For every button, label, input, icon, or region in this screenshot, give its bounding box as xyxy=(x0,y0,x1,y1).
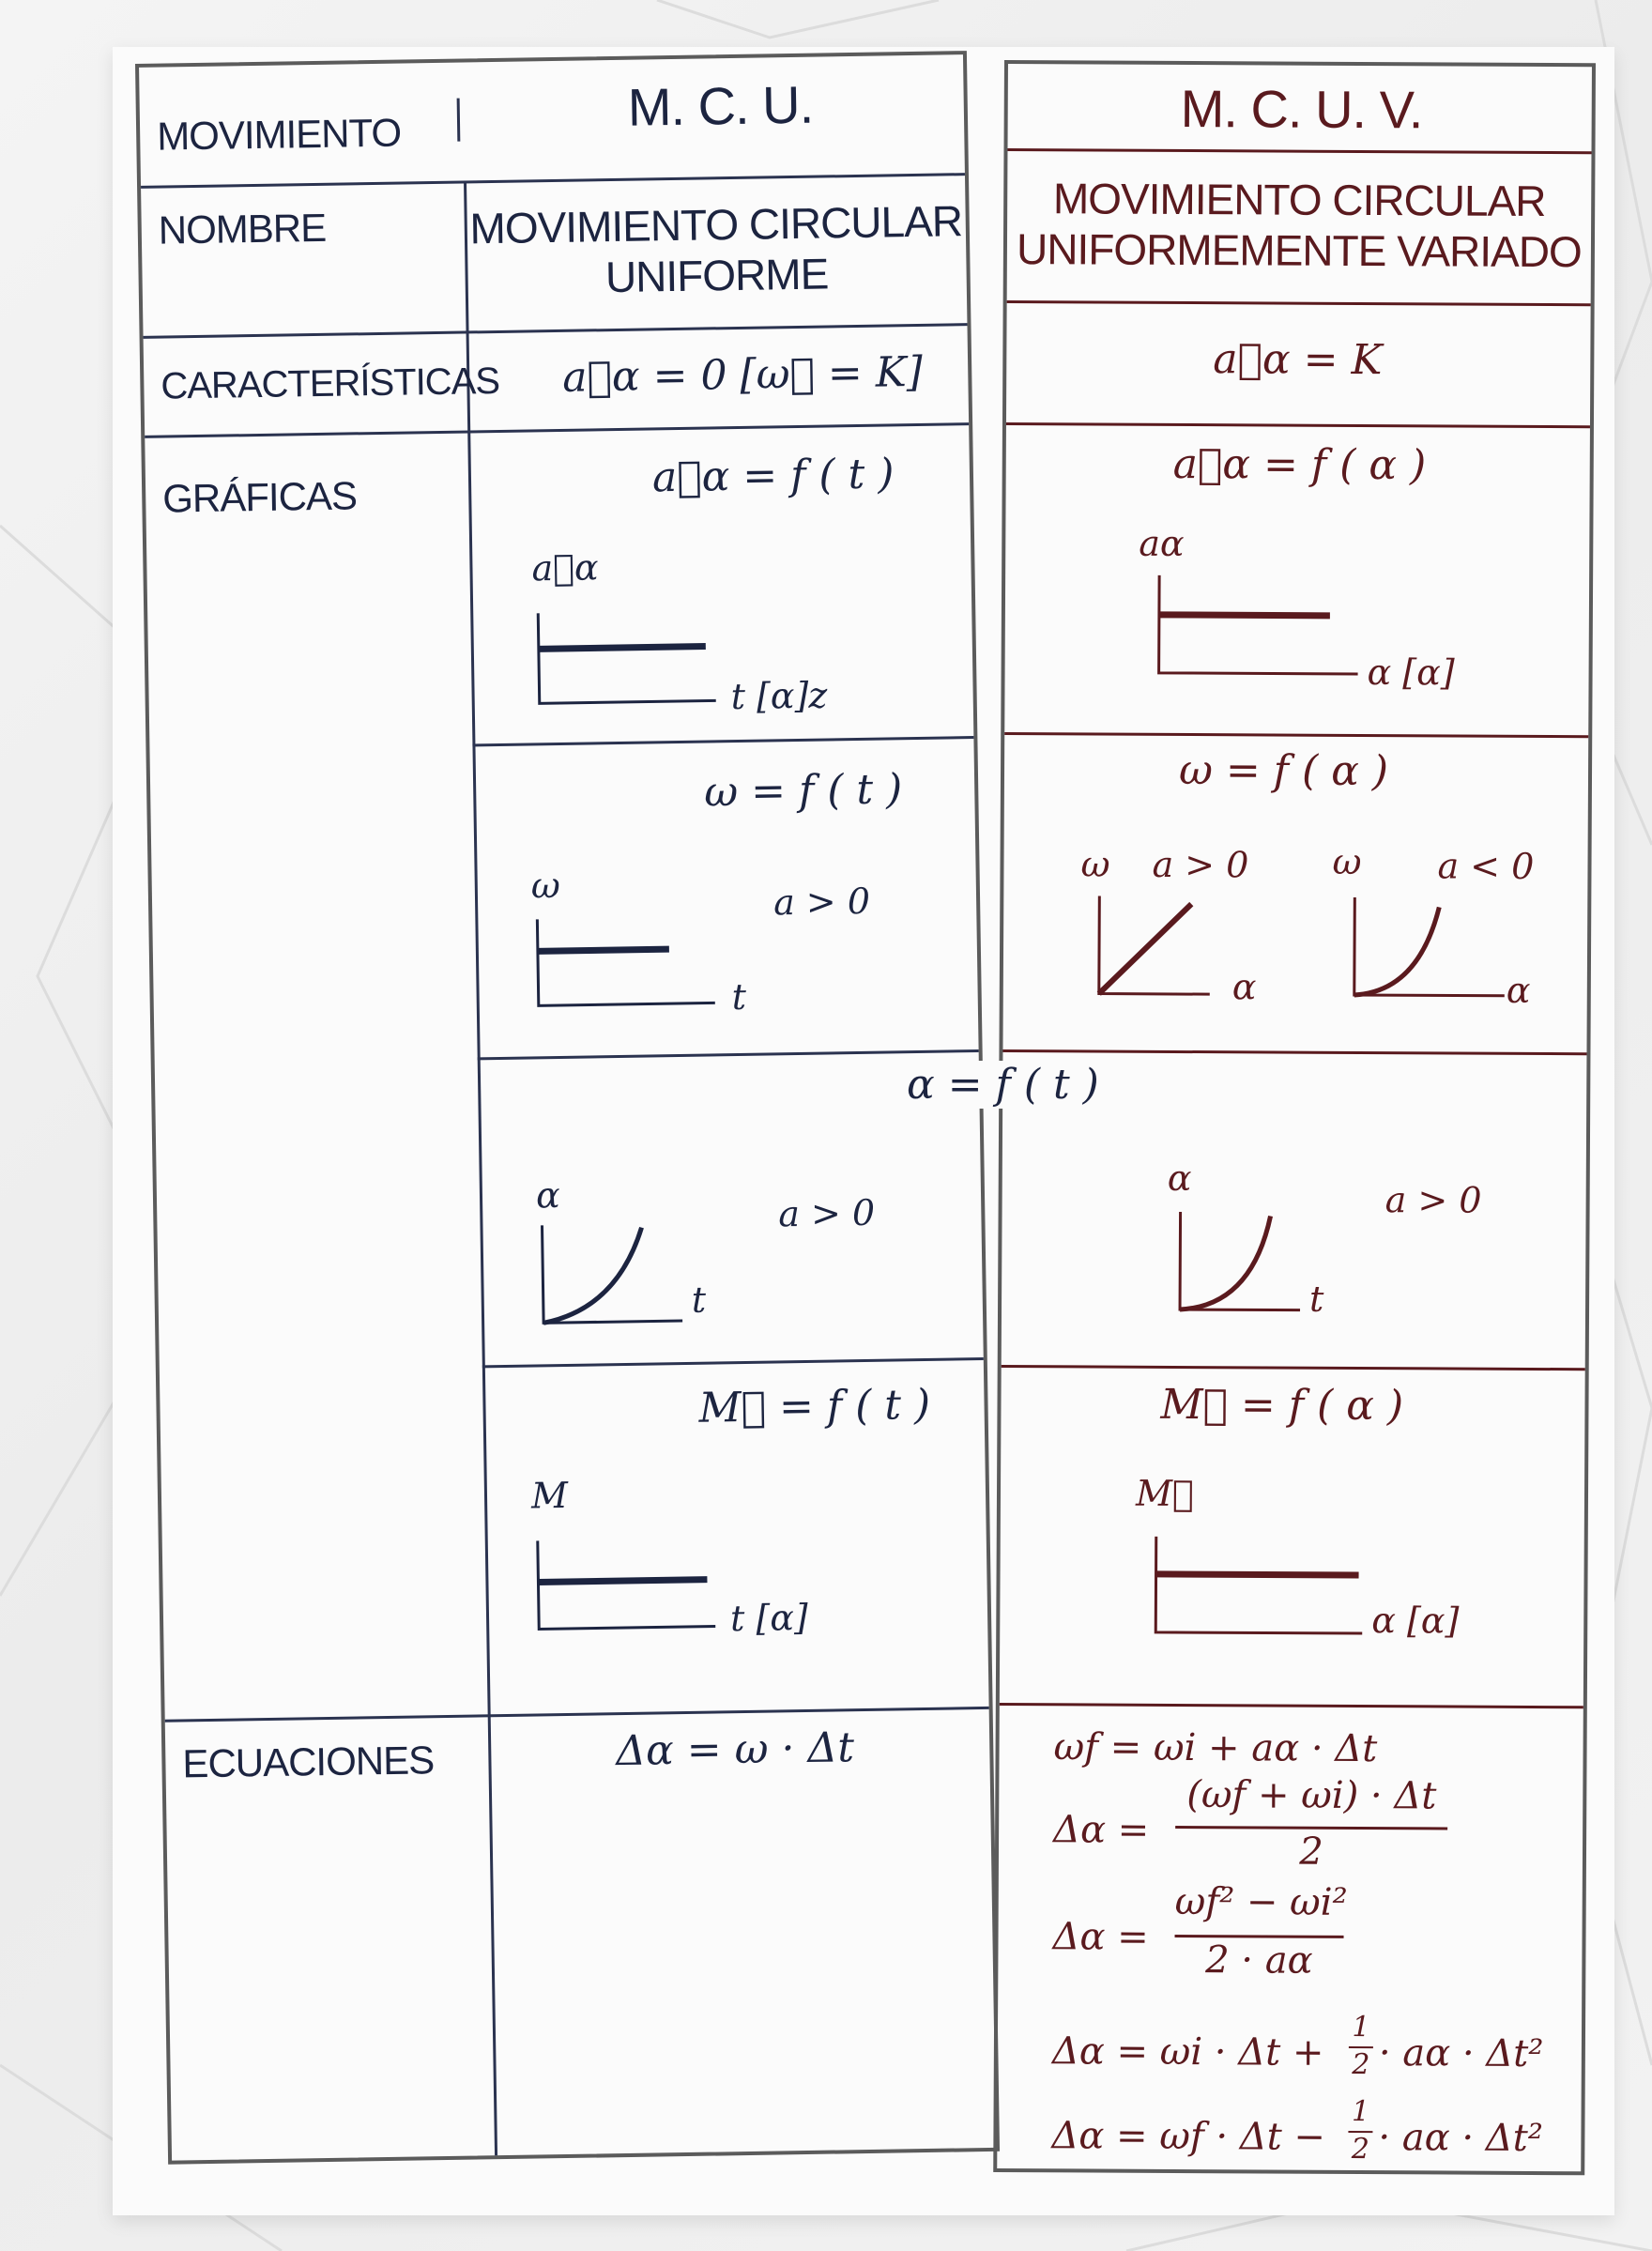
mcuv-eq5-a: Δα = ωf · Δt − xyxy=(1051,2114,1326,2159)
mcuv-graph3-ylabel: α xyxy=(1167,1156,1192,1200)
mcuv-graph1-title: a⃗α = f ( α ) xyxy=(1172,439,1427,490)
mcu-graph1-plot xyxy=(536,610,726,707)
mcuv-eq2-lhs: Δα = xyxy=(1053,1808,1150,1852)
mcuv-graph4-ylabel: M⃗ xyxy=(1135,1472,1194,1515)
mcuv-graph3-plot xyxy=(1178,1212,1329,1316)
mcuv-graph4-title: M⃗ = f ( α ) xyxy=(1160,1380,1404,1431)
mcu-caracteristica: a⃗α = 0 [ω⃗ = K] xyxy=(561,347,924,402)
mcuv-graph1-plot xyxy=(1157,575,1365,680)
mcuv-graph2-right-plot xyxy=(1353,897,1522,1002)
mcu-graph4-ylabel: M xyxy=(530,1474,569,1517)
mcuv-graph2-title: ω = f ( α ) xyxy=(1178,745,1389,796)
mcu-graph2-plot xyxy=(535,916,725,1013)
mcu-name: MOVIMIENTO CIRCULAR UNIFORME xyxy=(469,196,963,302)
mcuv-caracteristica: a⃗α = K xyxy=(1213,335,1383,385)
mcu-graph3-condition: a > 0 xyxy=(777,1191,876,1235)
mcuv-graph3-xlabel: t xyxy=(1308,1278,1324,1320)
mcuv-eq3-den: 2 · aα xyxy=(1205,1938,1313,1983)
mcu-graph2-condition: a > 0 xyxy=(772,880,871,924)
mcu-graph1-xlabel: t [α]z xyxy=(730,674,828,718)
mcu-graph1-ylabel: a⃗α xyxy=(531,546,599,590)
mcuv-eq5-frac-num: 1 xyxy=(1351,2094,1370,2129)
mcuv-graph2-left-plot xyxy=(1097,896,1230,1001)
row-label-nombre: NOMBRE xyxy=(158,205,327,253)
row-label-ecuaciones: ECUACIONES xyxy=(182,1738,435,1786)
mcuv-panel xyxy=(993,60,1596,2175)
mcuv-graph2-left-xlabel: α xyxy=(1231,966,1257,1008)
mcuv-graph2-left-condition: a > 0 xyxy=(1152,843,1249,886)
mcu-graph2-ylabel: ω xyxy=(530,864,561,907)
mcuv-eq4-frac-den: 2 xyxy=(1352,2047,1370,2082)
mcuv-eq4-a: Δα = ωi · Δt + xyxy=(1051,2029,1324,2075)
mcuv-eq4-frac-num: 1 xyxy=(1352,2010,1370,2044)
mcu-header: M. C. U. xyxy=(627,74,814,137)
mcu-equation: Δα = ω · Δt xyxy=(615,1723,855,1776)
mcuv-eq2-den: 2 xyxy=(1299,1830,1323,1874)
mcu-graph4-xlabel: t [α] xyxy=(729,1596,809,1640)
mcuv-eq3-num: ωf² − ωi² xyxy=(1174,1879,1348,1924)
mcuv-graph3-condition: a > 0 xyxy=(1384,1179,1482,1221)
mcuv-eq5-b: · aα · Δt² xyxy=(1378,2116,1543,2161)
mcuv-eq5-frac-den: 2 xyxy=(1351,2132,1369,2167)
mcu-graph4-title: M⃗ = f ( t ) xyxy=(698,1380,931,1432)
row-label-movimiento: MOVIMIENTO xyxy=(156,110,402,159)
mcuv-eq3-lhs: Δα = xyxy=(1052,1915,1149,1959)
mcuv-eq2-num: (ωf + ωi) · Δt xyxy=(1186,1773,1437,1818)
mcu-graph1-title: a⃗α = f ( t ) xyxy=(651,450,895,502)
row-label-caracteristicas: CARACTERÍSTICAS xyxy=(161,360,500,407)
mcuv-graph2-right-ylabel: ω xyxy=(1332,840,1362,883)
row-label-graficas: GRÁFICAS xyxy=(161,473,358,521)
mcuv-graph2-left-ylabel: ω xyxy=(1080,843,1110,885)
mcu-panel xyxy=(135,51,1000,2165)
mcuv-graph2-right-xlabel: α xyxy=(1506,969,1531,1011)
mcuv-eq1: ωf = ωi + aα · Δt xyxy=(1053,1725,1378,1771)
mcuv-graph4-plot xyxy=(1154,1537,1370,1641)
mcuv-name: MOVIMIENTO CIRCULAR UNIFORMEMENTE VARIADO xyxy=(1016,174,1582,277)
shared-graph3-title: α = f ( t ) xyxy=(892,1061,1114,1109)
mcuv-graph4-xlabel: α [α] xyxy=(1371,1600,1460,1642)
mcuv-header: M. C. U. V. xyxy=(1180,78,1423,140)
mcuv-eq4-b: · aα · Δt² xyxy=(1378,2031,1544,2076)
mcuv-graph1-ylabel: aα xyxy=(1139,522,1185,565)
mcu-graph2-xlabel: t xyxy=(731,975,747,1018)
mcuv-graph1-xlabel: α [α] xyxy=(1367,651,1455,694)
mcu-graph2-title: ω = f ( t ) xyxy=(703,765,903,817)
mcu-graph4-plot xyxy=(536,1538,726,1634)
mcu-graph3-xlabel: t xyxy=(691,1279,707,1321)
mcuv-graph2-right-condition: a < 0 xyxy=(1437,845,1535,887)
mcu-graph3-ylabel: α xyxy=(535,1174,561,1217)
